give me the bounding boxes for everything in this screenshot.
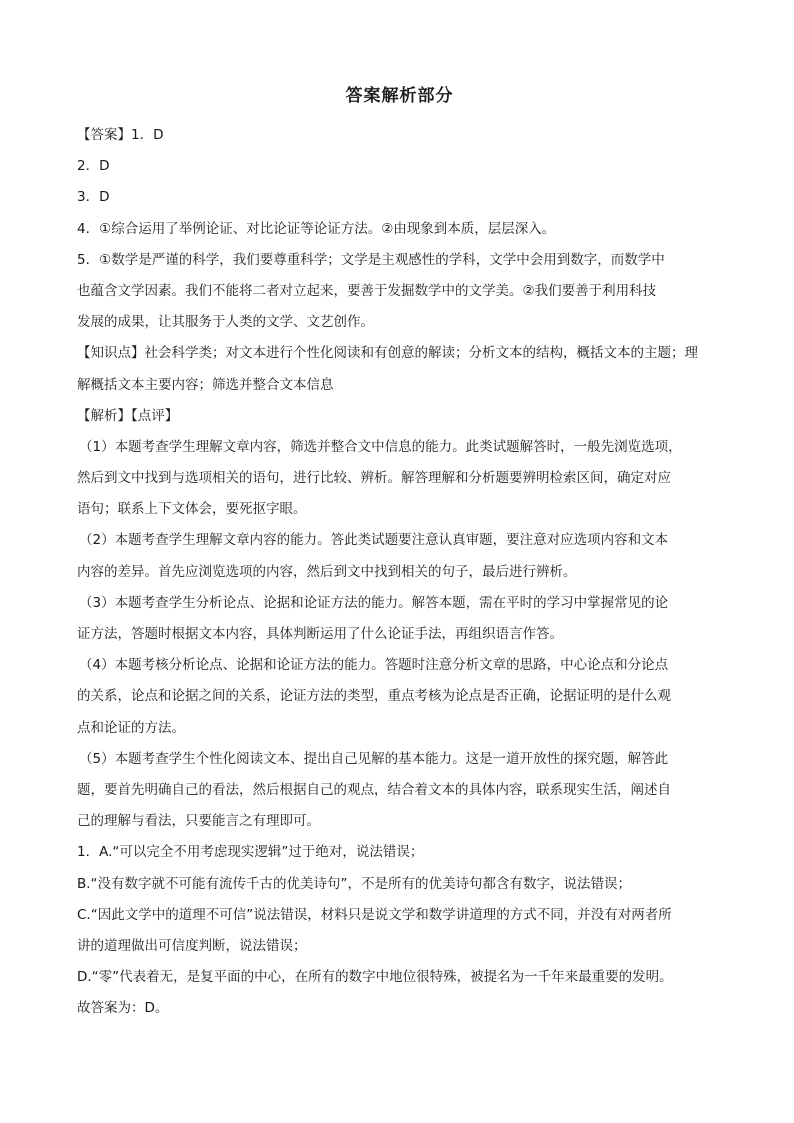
analysis-heading: 【解析】【点评】 bbox=[77, 407, 179, 424]
answer-line-5c: 发展的成果，让其服务于人类的文学、文艺创作。 bbox=[77, 314, 374, 331]
answer-line-3: 3．D bbox=[77, 189, 110, 206]
analysis-2-line-2: 内容的差异。首先应浏览选项的内容，然后到文中找到相关的句子，最后进行辨析。 bbox=[77, 563, 577, 580]
option-b-line: B.“没有数字就不可能有流传千古的优美诗句”，不是所有的优美诗句都含有数字，说法错误； bbox=[77, 875, 632, 892]
analysis-4-line-3: 点和论证的方法。 bbox=[77, 719, 185, 736]
analysis-3-line-2: 证方法，答题时根据文本内容，具体判断运用了什么论证手法，再组织语言作答。 bbox=[77, 626, 563, 642]
analysis-5-line-1: （5）本题考查学生个性化阅读文本、提出自己见解的基本能力。这是一道开放性的探究题，解答此 bbox=[79, 750, 669, 767]
knowledge-point-line-2: 解概括文本主要内容；筛选并整合文本信息 bbox=[77, 376, 334, 393]
final-answer-line: 故答案为：D。 bbox=[77, 1000, 169, 1017]
answer-line-1: 【答案】1．D bbox=[77, 127, 164, 143]
analysis-2-line-1: （2）本题考查学生理解文章内容的能力。答此类试题要注意认真审题，要注意对应选项内容和文本 bbox=[79, 532, 669, 549]
answer-line-2: 2．D bbox=[77, 158, 110, 175]
page-title: 答案解析部分 bbox=[345, 86, 454, 106]
analysis-4-line-2: 的关系，论点和论据之间的关系，论证方法的类型，重点考核为论点是否正确，论据证明的是什么观 bbox=[77, 688, 671, 705]
analysis-5-line-2: 题，要首先明确自己的看法，然后根据自己的观点，结合着文本的具体内容，联系现实生活，阐述自 bbox=[77, 781, 671, 798]
analysis-1-line-3: 语句；联系上下文体会，要死抠字眼。 bbox=[77, 501, 307, 518]
analysis-1-line-2: 然后到文中找到与选项相关的语句，进行比较、辨析。解答理解和分析题要辨明检索区间，确定对应 bbox=[77, 470, 671, 487]
analysis-3-line-1: （3）本题考查学生分析论点、论据和论证方法的能力。解答本题，需在平时的学习中掌握常见的论 bbox=[79, 594, 669, 611]
answer-body bbox=[77, 120, 722, 1024]
analysis-4-line-1: （4）本题考核分析论点、论据和论证方法的能力。答题时注意分析文章的思路，中心论点和分论点 bbox=[79, 657, 669, 674]
answer-line-5b: 也蕴含文学因素。我们不能将二者对立起来，要善于发掘数学中的文学美。②我们要善于利用科技 bbox=[77, 282, 657, 299]
knowledge-point-line-1: 【知识点】社会科学类；对文本进行个性化阅读和有创意的解读；分析文本的结构，概括文本的主题；理 bbox=[77, 345, 698, 362]
option-a-line: 1．A.“可以完全不用考虑现实逻辑”过于绝对，说法错误； bbox=[77, 844, 424, 861]
answer-line-4: 4．①综合运用了举例论证、对比论证等论证方法。②由现象到本质，层层深入。 bbox=[77, 220, 556, 237]
analysis-5-line-3: 己的理解与看法，只要能言之有理即可。 bbox=[77, 813, 320, 830]
option-c-line-2: 讲的道理做出可信度判断，说法错误； bbox=[77, 937, 307, 954]
answer-line-5a: 5．①数学是严谨的科学，我们要尊重科学；文学是主观感性的学科，文学中会用到数字，而数学中 bbox=[77, 251, 665, 268]
option-d-line: D.“零”代表着无，是复平面的中心，在所有的数字中地位很特殊，被提名为一千年来最重要的发明。 bbox=[77, 969, 673, 986]
option-c-line-1: C.“因此文学中的道理不可信”说法错误，材料只是说文学和数学讲道理的方式不同，并没有对两者所 bbox=[77, 906, 672, 923]
analysis-1-line-1: （1）本题考查学生理解文章内容，筛选并整合文中信息的能力。此类试题解答时，一般先浏览选项， bbox=[79, 438, 682, 455]
